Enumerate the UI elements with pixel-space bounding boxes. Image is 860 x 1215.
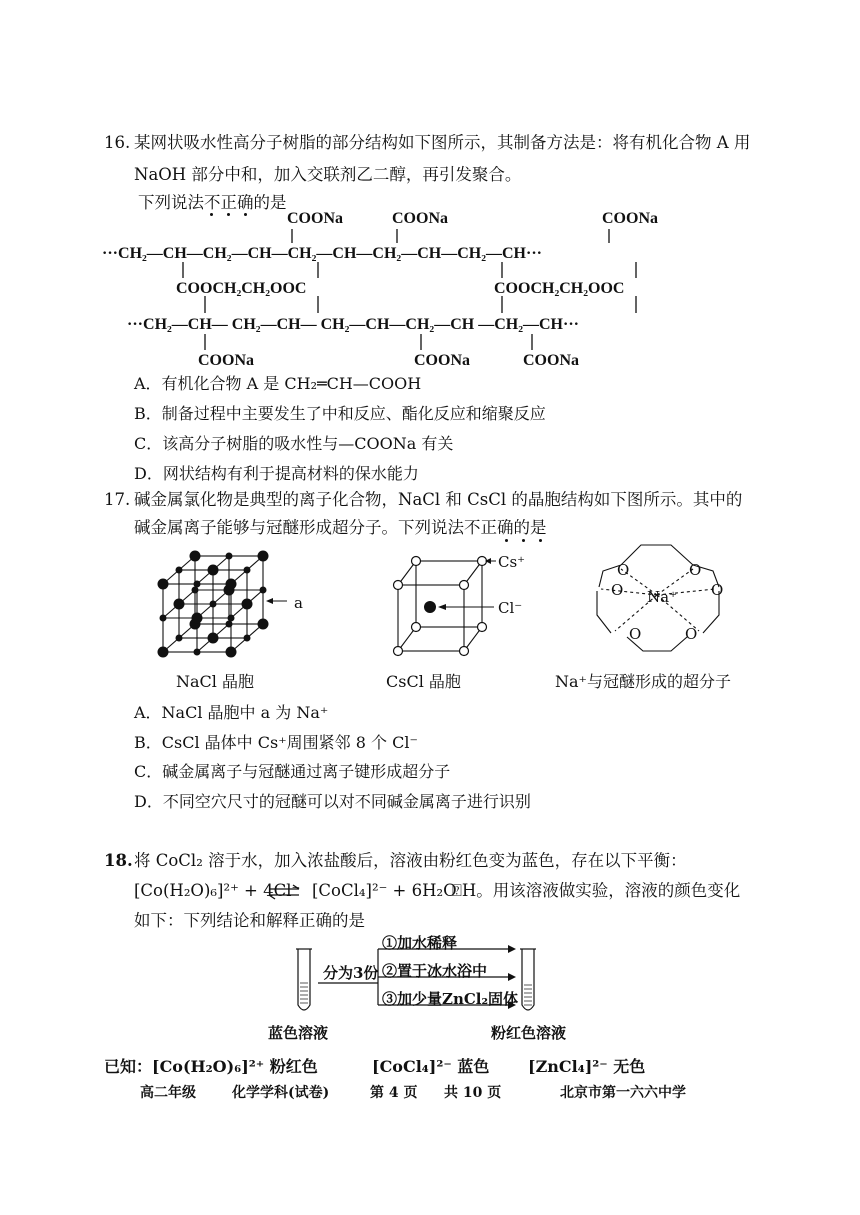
q17-option-d[interactable]: D．不同空穴尺寸的冠醚可以对不同碱金属离子进行识别 [134, 792, 531, 811]
bond-lines [0, 0, 860, 400]
known-prefix: 已知： [104, 1057, 153, 1076]
bottom-sub-2: COONa [414, 352, 470, 369]
bottom-sub-1: COONa [198, 352, 254, 369]
q18-eq-left: [Co(H₂O)₆]²⁺ + 4Cl⁻ [134, 881, 301, 900]
footer-page: 第 4 页 [370, 1085, 418, 1101]
q18-number: 18. [104, 851, 133, 870]
nacl-unit-cell-figure [155, 548, 305, 668]
footer-subject: 化学学科(试卷) [232, 1085, 330, 1101]
known-item-3: [ZnCl₄]²⁻ 无色 [528, 1057, 646, 1076]
nacl-label-a: a [294, 594, 303, 612]
q16-number: 16. [104, 133, 131, 152]
q17-stem-line2: 碱金属离子能够与冠醚形成超分子。下列说法不正确的是 [134, 518, 547, 537]
q17-number: 17. [104, 490, 131, 509]
emphasis-dot [539, 539, 542, 542]
right-caption: 粉红色溶液 [491, 1024, 567, 1042]
cl-ion-label: Cl⁻ [498, 599, 523, 617]
caption-nacl: NaCl 晶胞 [176, 672, 254, 691]
q17-option-a[interactable]: A．NaCl 晶胞中 a 为 Na⁺ [134, 703, 329, 722]
q16-stem-line1: 某网状吸水性高分子树脂的部分结构如下图所示，其制备方法是：将有机化合物 A 用 [134, 133, 751, 152]
caption-cscl: CsCl 晶胞 [386, 672, 461, 691]
footer-total: 共 10 页 [444, 1085, 502, 1101]
crown-o5: O [629, 625, 642, 643]
q16-option-c[interactable]: C．该高分子树脂的吸水性与—COONa 有关 [134, 434, 454, 453]
crosslink-left: COOCH₂CH₂OOC [176, 280, 307, 297]
emphasis-dot [522, 539, 525, 542]
step-3: ③加少量ZnCl₂固体 [382, 990, 519, 1008]
top-sub-1: COONa [287, 210, 343, 227]
q18-eq-tail: ⍰H。用该溶液做实验，溶液的颜色变化 [452, 881, 741, 900]
footer-grade: 高二年级 [140, 1085, 196, 1101]
crown-o2: O [689, 561, 702, 579]
footer-school: 北京市第一六六中学 [560, 1085, 686, 1101]
main-chain-1: ···CH₂—CH—CH₂—CH—CH₂—CH—CH₂—CH—CH₂—CH··· [102, 245, 542, 262]
q17-stem-line1: 碱金属氯化物是典型的离子化合物，NaCl 和 CsCl 的晶胞结构如下图所示。其中的 [134, 490, 743, 509]
crown-o6: O [685, 625, 698, 643]
q17-option-c[interactable]: C．碱金属离子与冠醚通过离子键形成超分子 [134, 762, 451, 781]
crown-o4: O [711, 581, 724, 599]
left-caption: 蓝色溶液 [268, 1024, 329, 1042]
q18-stem-line1: 将 CoCl₂ 溶于水，加入浓盐酸后，溶液由粉红色变为蓝色，存在以下平衡： [134, 851, 687, 870]
q16-option-b[interactable]: B．制备过程中主要发生了中和反应、酯化反应和缩聚反应 [134, 404, 546, 423]
split-label: 分为3份 [323, 964, 379, 982]
q16-option-d[interactable]: D．网状结构有利于提高材料的保水能力 [134, 464, 419, 483]
crown-o3: O [611, 581, 624, 599]
step-2: ②置于冰水浴中 [382, 962, 488, 980]
crown-center-ion: Na⁺ [647, 588, 677, 606]
equilibrium-arrow-icon [267, 885, 303, 899]
q16-stem-line2: NaOH 部分中和，加入交联剂乙二醇，再引发聚合。 [134, 165, 522, 184]
top-sub-2: COONa [392, 210, 448, 227]
crown-o1: O [617, 561, 630, 579]
q16-prompt: 下列说法不正确的是 [138, 193, 287, 212]
q16-option-a[interactable]: A．有机化合物 A 是 CH₂═CH—COOH [134, 374, 422, 393]
top-sub-3: COONa [602, 210, 658, 227]
caption-crown: Na⁺与冠醚形成的超分子 [555, 672, 731, 691]
known-item-1: [Co(H₂O)₆]²⁺ 粉红色 [152, 1057, 318, 1076]
cs-ion-label: Cs⁺ [498, 553, 526, 571]
known-item-2: [CoCl₄]²⁻ 蓝色 [372, 1057, 490, 1076]
q18-eq-right: [CoCl₄]²⁻ + 6H₂O [312, 881, 457, 900]
main-chain-2: ···CH₂—CH— CH₂—CH— CH₂—CH—CH₂—CH —CH₂—CH··· [127, 316, 579, 333]
step-1: ①加水稀释 [382, 934, 458, 952]
emphasis-dot [505, 539, 508, 542]
bottom-sub-3: COONa [523, 352, 579, 369]
crosslink-right: COOCH₂CH₂OOC [494, 280, 625, 297]
q18-stem-line3: 如下：下列结论和解释正确的是 [134, 911, 365, 930]
q17-option-b[interactable]: B．CsCl 晶体中 Cs⁺周围紧邻 8 个 Cl⁻ [134, 733, 418, 752]
